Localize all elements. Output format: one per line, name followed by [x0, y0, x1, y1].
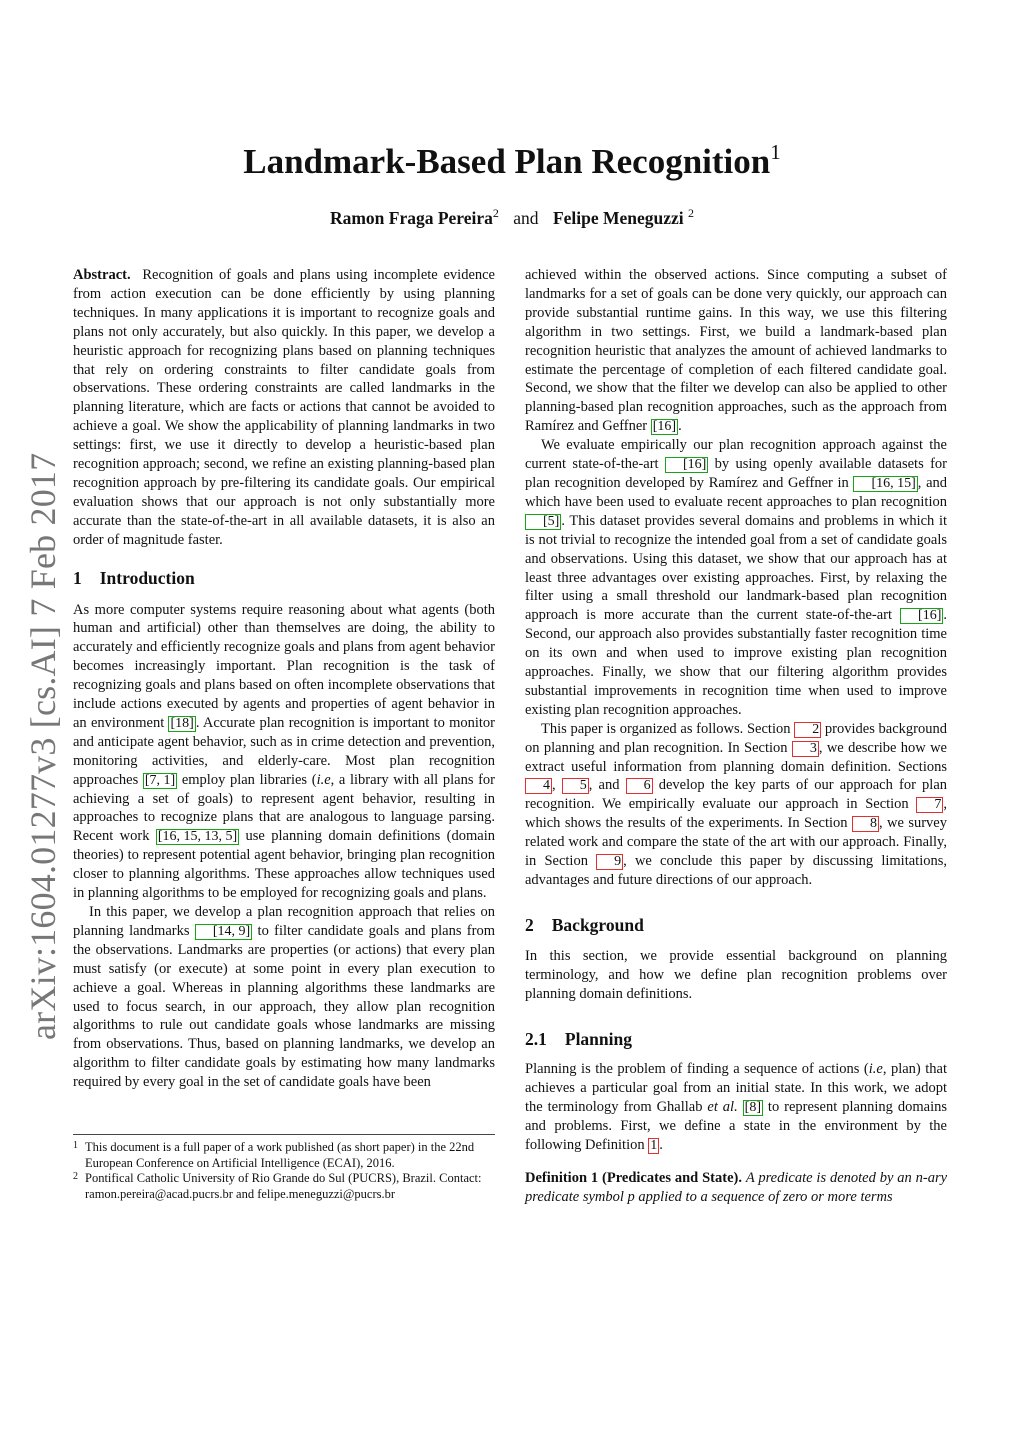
section-link[interactable]: 9 — [596, 854, 623, 870]
citation-link[interactable]: [7, 1] — [144, 772, 176, 788]
abstract: Abstract. Recognition of goals and plans using incomplete evidence from action execution can be done efficiently by using planning techniques. In many applications it is important to recognize goals and plans not only accurately, but also quickly. In this paper, we develop a heuristic approach for recognizing plans based on planning techniques that rely on ordering constraints to filter candidate goals from observations. These ordering constraints are called landmarks in the planning literature, which are facts or actions that cannot be avoided to achieve a goal. We show the applicability of planning landmarks in two settings: first, we use it directly to develop a heuristic-based plan recognition approach; second, we refine an existing planning-based plan recognition approach by pre-filtering its candidate goals. Our empirical evaluation shows that our approach is not only substantially more accurate than the state-of-the-art in all available datasets, it is also an order of magnitude faster. — [73, 267, 495, 548]
definition-link[interactable]: 1 — [650, 1138, 658, 1154]
right-column — [525, 266, 947, 1207]
abstract-label: Abstract. — [73, 267, 131, 283]
section-link[interactable]: 8 — [852, 816, 879, 832]
intro-paragraph-continued: achieved within the observed actions. Since computing a subset of landmarks for a set of goals can be done very quickly, our approach can provide substantial runtime gains. In this way, we use this filtering algorithm in two settings. First, we build a landmark-based plan recognition heuristic that analyzes the amount of achieved landmarks to estimate the percentage of completion of each filtered candidate goal. Second, we show that the filter we develop can also be applied to other planning-based plan recognition approaches, such as the approach from Ramírez and Geffner [16] . — [525, 267, 947, 435]
footnote-2: 2 Pontifical Catholic University of Rio Grande do Sul (PUCRS), Brazil. Contact: ramon.pereira@acad.pucrs.br and felipe.meneguzzi@pucrs.br — [73, 1171, 482, 1201]
footnotes — [73, 1134, 495, 1202]
section-link[interactable]: 5 — [562, 778, 589, 794]
section-link[interactable]: 3 — [792, 741, 819, 757]
citation-link[interactable]: [16, 15] — [853, 476, 917, 492]
citation-link[interactable]: [14, 9] — [195, 924, 252, 940]
citation-link[interactable]: [16] — [652, 419, 677, 435]
section-heading-introduction: 1 Introduction — [73, 567, 195, 588]
citation-link[interactable]: [16] — [900, 608, 943, 624]
intro-paragraph-1: As more computer systems require reasoning about what agents (both human and artificial) other than themselves are doing, the ability to accurately and efficiently recognize goals and plans from agent behavior becomes increasingly important. Plan recognition is the task of recognizing goals and plans based on often incomplete observations that include actions executed by agents and properties of agent behavior in an environment [18] . Accurate plan recognition is important to monitor and anticipate agent behavior, such as in crime detection and prevention, monitoring activities, and elderly-care. Most plan recognition approaches [7, 1] employ plan libraries (i.e, a library with all plans for achieving a set of goals) to represent agent behavior, resulting in approaches to recognize plans that are analogous to language parsing. Recent work [16, 15, 13, 5] use planning domain definitions (domain theories) to represent potential agent behavior, bringing plan recognition closer to planning algorithms. These approaches allow techniques used in planning algorithms to be employed for recognizing goals and plans. — [73, 601, 496, 902]
paper-title: Landmark-Based Plan Recognition$^1$ — [243, 140, 781, 181]
title-footnote-mark: 1 — [770, 140, 781, 164]
section-link[interactable]: 2 — [794, 722, 821, 738]
author-1: Ramon Fraga Pereira — [329, 207, 493, 228]
footnote-1: 1 This document is a full paper of a work published (as short paper) in the 22nd European Conference on Artificial Intelligence (ECAI), 2016. — [73, 1140, 475, 1170]
citation-link[interactable]: [5] — [525, 514, 561, 530]
section-link[interactable]: 4 — [525, 778, 552, 794]
section-link[interactable]: 6 — [626, 778, 653, 794]
citation-link[interactable]: [18] — [170, 715, 194, 731]
author-2: Felipe Meneguzzi — [552, 207, 684, 228]
author-list: Ramon Fraga Pereira$^2$ and Felipe Meneguzzi $^2$ — [329, 206, 695, 228]
intro-paragraph-4: This paper is organized as follows. Section 2 provides background on planning and plan recognition. In Section 3 , we describe how we extract useful information from planning domain definition. Sections 4 , 5 , and 6 develop the key parts of our approach for plan recognition. We empirically evaluate our approach in Section 7 , which shows the results of the experiments. In Section 8 , we survey related work and compare the state of the art with our approach. Finally, in Section 9 , we conclude this paper by discussing limitations, advantages and future directions of our approach. — [525, 720, 948, 888]
intro-paragraph-2: In this paper, we develop a plan recognition approach that relies on planning landmarks [14, 9] to filter candidate goals and plans from the observations. Landmarks are properties (or actions) that every plan must satisfy (or execute) at some point in every plan execution to achieve a goal. Whereas in planning algorithms these landmarks are used to focus search, in our approach, they allow plan recognition algorithms to rule out candidate goals whose landmarks are missing from observations. Thus, based on planning landmarks, we develop an algorithm to filter candidate goals by estimating how many landmarks required by every goal in the set of candidate goals have been — [73, 904, 495, 1091]
background-paragraph: In this section, we provide essential background on planning terminology, and how we define plan recognition problems over planning domain definitions. — [525, 947, 947, 1002]
citation-link[interactable]: [8] — [744, 1100, 761, 1116]
left-column — [73, 266, 495, 1092]
arxiv-identifier: arXiv:1604.01277v3 [cs.AI] 7 Feb 2017 — [23, 452, 63, 1040]
subsection-heading-planning: 2.1 Planning — [525, 1028, 632, 1049]
planning-paragraph: Planning is the problem of finding a sequence of actions (i.e, plan) that achieves a particular goal from an initial state. In this work, we adopt the terminology from Ghallab et al. [8] to represent planning domains and problems. First, we define a state in the environment by the following Definition 1 . — [525, 1061, 948, 1154]
definition-1: Definition 1 (Predicates and State). A predicate is denoted by an n-ary predicate symbol p applied to a sequence of zero or more terms — [525, 1169, 948, 1205]
citation-link[interactable]: [16] — [665, 457, 708, 473]
definition-label: Definition 1 — [525, 1169, 599, 1186]
section-heading-background: 2 Background — [525, 914, 644, 935]
intro-paragraph-3: We evaluate empirically our plan recognition approach against the current state-of-the-art [16] by using openly available datasets for plan recognition developed by Ramírez and Geffner in [16, 15] , and which have been used to evaluate recent approaches to plan recognition [5] . This dataset provides several domains and problems in which it is not trivial to recognize the intended goal from a set of candidate goals and observations. Using this dataset, we show that our approach has at least three advantages over existing approaches. First, by relaxing the filter using a small threshold our landmark-based plan recognition approach is more accurate than the current state-of-the-art [16] . Second, our approach also provides substantially faster recognition time on its own and when used to improve existing plan recognition approaches. Finally, we show that our filtering algorithm provides substantial improvements in recognition time when used to improve existing plan recognition approaches. — [525, 437, 948, 718]
section-link[interactable]: 7 — [916, 797, 943, 813]
citation-link[interactable]: [16, 15, 13, 5] — [157, 829, 238, 845]
